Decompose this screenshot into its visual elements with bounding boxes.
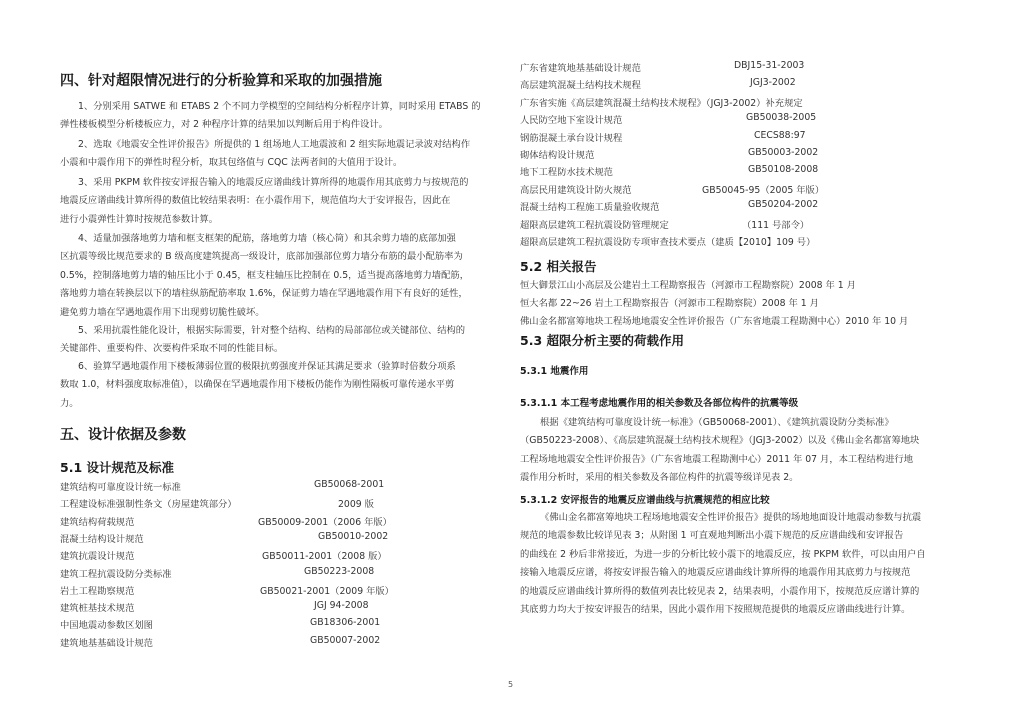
standard-row (520, 199, 972, 216)
line: 区抗震等级比规范要求的 B 级高度建筑提高一级设计，底部加强部位剪力墙分布筋的最小配筋率为 (60, 251, 463, 263)
standard-row (520, 77, 972, 94)
standard-code: GB50011-2001（2008 版） (262, 551, 387, 563)
standard-code: CECS88:97 (754, 129, 806, 141)
subsection-5-3-title: 5.3 超限分析主要的荷载作用 (520, 333, 684, 348)
subsection-5-3-1-2-title: 5.3.1.2 安评报告的地震反应谱曲线与抗震规范的相应比较 (520, 495, 770, 506)
subsection-5-2-title: 5.2 相关报告 (520, 259, 597, 274)
report-item: 恒大名都 22~26 岩土工程勘察报告（河源市工程勘察院）2008 年 1 月 (520, 298, 819, 309)
standard-row (60, 617, 498, 634)
line: 3、采用 PKPM 软件按安评报告输入的地震反应谱曲线计算所得的地震作用其底剪力与按规范的 (78, 177, 469, 188)
standard-name: 建筑桩基技术规范 (60, 603, 135, 615)
standard-row (60, 566, 498, 583)
standard-name: 混凝土结构设计规范 (60, 533, 144, 545)
standard-name: 广东省实施《高层建筑混凝土结构技术规程》（JGJ3-2002）补充规定 (520, 97, 803, 109)
section4-para-5 (60, 322, 498, 359)
line: 2、选取《地震安全性评价报告》所提供的 1 组场地人工地震波和 2 组实际地震记录波对结构作 (78, 139, 471, 150)
line: 关键部件、重要构件、次要构件采取不同的性能目标。 (60, 343, 284, 355)
standard-name: 钢筋混凝土承台设计规程 (520, 132, 623, 144)
standard-row (60, 531, 498, 548)
line: 接输入地震反应谱，将按安评报告输入的地震反应谱曲线计算所得的地震作用其底剪力与按规范 (520, 567, 911, 579)
standard-row (60, 479, 498, 496)
subsection-5-1-title: 5.1 设计规范及标准 (60, 460, 174, 475)
line: 6、验算罕遇地震作用下楼板薄弱位置的极限抗剪强度并保证其满足要求（验算时倍数分项系 (78, 361, 456, 372)
section4-para-2 (60, 136, 498, 173)
standard-code: 2009 版 (338, 499, 374, 511)
standard-code: DBJ15-31-2003 (734, 60, 805, 71)
line: 4、适量加强落地剪力墙和框支框架的配筋，落地剪力墙（核心筒）和其余剪力墙的底部加强 (78, 233, 456, 244)
standard-name: 超限高层建筑工程抗震设防专项审查技术要点（建质【2010】109 号） (520, 237, 816, 248)
standard-name: 岩土工程勘察规范 (60, 585, 135, 597)
standard-name: 工程建设标准强制性条文（房屋建筑部分） (60, 499, 237, 511)
section5-title: 五、设计依据及参数 (60, 427, 186, 443)
line: 1、分别采用 SATWE 和 ETABS 2 个不同力学模型的空间结构分析程序计算，同时采用 ETABS 的 (78, 101, 481, 112)
line: 《佛山金名都富筹地块工程场地地震安全性评价报告》提供的场地地面设计地震动参数与抗震 (540, 512, 922, 523)
standard-name: 建筑结构荷载规范 (60, 516, 135, 528)
standard-code: JGJ3-2002 (750, 77, 796, 89)
page-number: 5 (508, 680, 514, 689)
line: 地震反应谱曲线计算所得的数值比较结果表明：在小震作用下，规范值均大于安评报告，因此在 (60, 195, 451, 207)
section4-para-6 (60, 358, 498, 413)
standard-row (60, 548, 498, 565)
standard-code: GB50010-2002 (318, 530, 389, 542)
para-5-3-1-1 (520, 414, 972, 488)
standard-name: 人民防空地下室设计规范 (520, 115, 623, 127)
standard-name: 建筑地基基础设计规范 (60, 637, 153, 649)
standard-row (520, 234, 972, 251)
line: 弹性楼板模型分析楼板应力，对 2 种程序计算的结果加以判断后用于构件设计。 (60, 119, 388, 131)
standard-row (520, 95, 972, 112)
report-item: 恒大御景江山小高层及公建岩土工程勘察报告（河源市工程勘察院）2008 年 1 月 (520, 280, 856, 291)
standard-name: 中国地震动参数区划图 (60, 620, 153, 632)
standard-name: 建筑工程抗震设防分类标准 (60, 568, 172, 580)
line: 根据《建筑结构可靠度设计统一标准》（GB50068-2001）、《建筑抗震设防分类标准》 (540, 417, 894, 428)
standard-row (520, 147, 972, 164)
line: 其底剪力均大于按安评报告的结果，因此小震作用下按照规范提供的地震反应谱曲线进行计算。 (520, 604, 911, 616)
standard-code: GB50021-2001（2009 年版） (260, 585, 394, 597)
standard-name: 超限高层建筑工程抗震设防管理规定 (520, 219, 669, 231)
line: 小震和中震作用下的弹性时程分析，取其包络值与 CQC 法两者间的大值用于设计。 (60, 157, 403, 169)
section4-title: 四、针对超限情况进行的分析验算和采取的加强措施 (60, 73, 382, 89)
standard-name: 砌体结构设计规范 (520, 150, 595, 161)
standard-code: GB50108-2008 (748, 164, 819, 176)
line: 0.5%，控制落地剪力墙的轴压比小于 0.45，框支柱轴压比控制在 0.5，适当提高落地剪力墙配筋， (60, 269, 469, 281)
line: 进行小震弹性计算时按规范参数计算。 (60, 213, 219, 225)
section4-para-1 (60, 98, 498, 135)
section4-para-4 (60, 230, 498, 322)
standard-row (520, 60, 972, 77)
standard-row (520, 217, 972, 234)
standard-row (60, 583, 498, 600)
standard-code: GB50009-2001（2006 年版） (258, 516, 392, 528)
section4-para-3 (60, 174, 498, 229)
subsection-5-3-1-1-title: 5.3.1.1 本工程考虑地震作用的相关参数及各部位构件的抗震等级 (520, 398, 799, 409)
para-5-3-1-2 (520, 509, 972, 619)
line: 工程场地地震安全性评价报告》（广东省地震工程勘测中心）2011 年 07 月，本工程结构进行地 (520, 453, 913, 465)
standard-row (520, 130, 972, 147)
standard-row (520, 182, 972, 199)
standard-name: 高层建筑混凝土结构技术规程 (520, 80, 641, 92)
standard-name: 地下工程防水技术规范 (520, 167, 613, 179)
standard-name: 广东省建筑地基基础设计规范 (520, 63, 641, 74)
standard-code: GB18306-2001 (310, 617, 381, 629)
line: 力。 (60, 397, 79, 409)
standard-name: 高层民用建筑设计防火规范 (520, 184, 632, 196)
standard-code: GB50003-2002 (748, 147, 819, 158)
standard-row (520, 164, 972, 181)
standard-code: GB50223-2008 (304, 565, 375, 577)
line: 避免剪力墙在罕遇地震作用下出现剪切脆性破坏。 (60, 306, 265, 318)
standard-code: JGJ 94-2008 (314, 600, 369, 612)
standard-row (60, 496, 498, 513)
line: 5、采用抗震性能化设计，根据实际需要，针对整个结构、结构的局部部位或关键部位、结构的 (78, 325, 466, 336)
line: 的曲线在 2 秒后非常接近，为进一步的分析比较小震下的地震反应，按 PKPM 软件，可以由用户自 (520, 548, 926, 560)
standard-code: GB50038-2005 (746, 112, 817, 124)
standard-row (520, 112, 972, 129)
standard-name: 建筑结构可靠度设计统一标准 (60, 482, 181, 493)
standard-code: （111 号部令） (742, 219, 810, 231)
standard-name: 混凝土结构工程施工质量验收规范 (520, 202, 660, 214)
report-item: 佛山金名都富筹地块工程场地地震安全性评价报告（广东省地震工程勘测中心）2010 年 10 月 (520, 316, 909, 327)
line: 落地剪力墙在转换层以下的墙柱纵筋配筋率取 1.6%，保证剪力墙在罕遇地震作用下有良好的延性， (60, 288, 468, 300)
line: 数取 1.0，材料强度取标准值），以确保在罕遇地震作用下楼板仍能作为刚性隔板可靠传递水平剪 (60, 379, 455, 391)
line: 规范的地震参数比较详见表 3；从附图 1 可直观地判断出小震下规范的反应谱曲线和安评报告 (520, 530, 904, 542)
standard-name: 建筑抗震设计规范 (60, 551, 135, 563)
standard-row (60, 635, 498, 652)
standard-row (60, 514, 498, 531)
line: 震作用分析时，采用的相关参数及各部位构件的抗震等级详见表 2。 (520, 472, 799, 484)
standard-code: GB50068-2001 (314, 479, 385, 490)
standard-code: GB50204-2002 (748, 199, 819, 211)
subsection-5-3-1-title: 5.3.1 地震作用 (520, 366, 589, 377)
standard-code: GB50045-95（2005 年版） (702, 184, 825, 196)
line: （GB50223-2008）、《高层建筑混凝土结构技术规程》（JGJ3-2002）以及《佛山金名都富筹地块 (520, 435, 920, 447)
line: 的地震反应谱曲线计算所得的数值列表比较见表 2，结果表明，小震作用下，按规范反应谱计算的 (520, 585, 920, 597)
standard-row (60, 600, 498, 617)
standard-code: GB50007-2002 (310, 634, 381, 646)
